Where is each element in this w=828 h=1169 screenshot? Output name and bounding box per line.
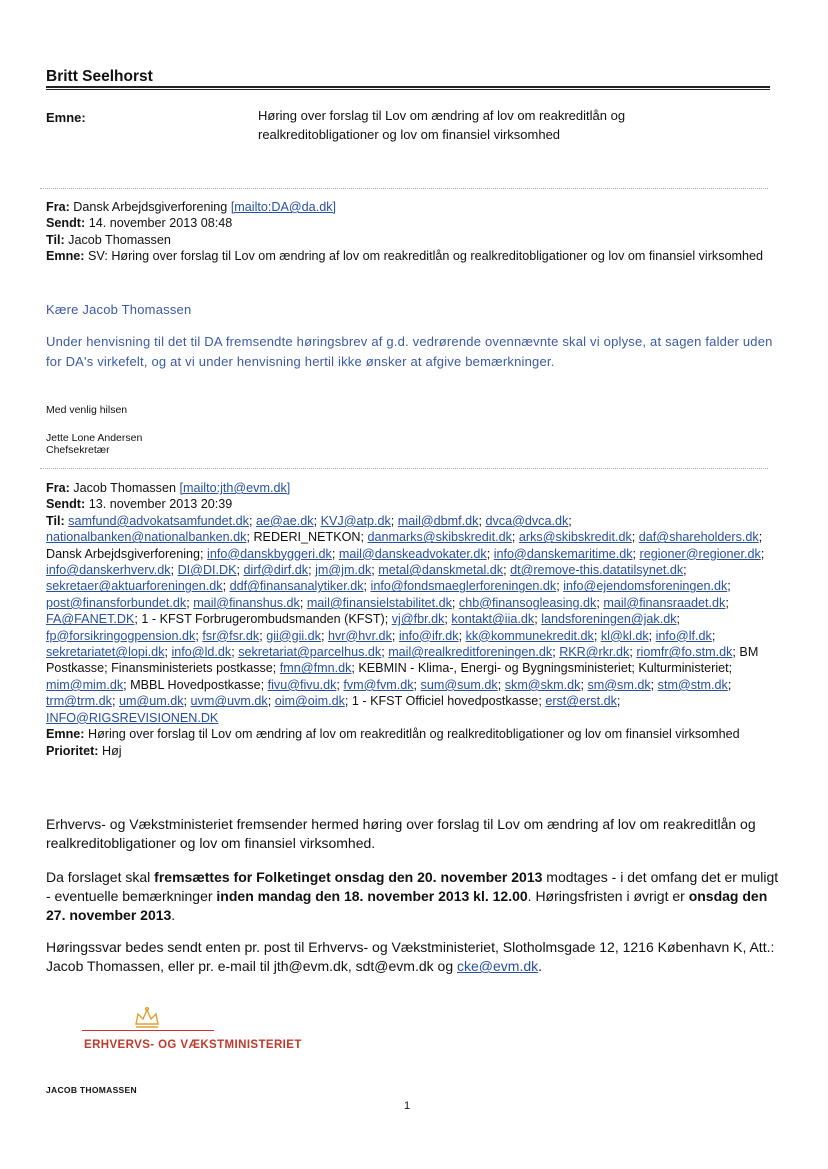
para2-bold-final: onsdag den 27. november 2013 bbox=[46, 888, 768, 923]
ministry-logo-text: ERHVERVS- OG VÆKSTMINISTERIET bbox=[84, 1039, 302, 1051]
recipient-email-link[interactable]: fvm@fvm.dk bbox=[343, 677, 414, 692]
email2-header bbox=[46, 480, 771, 759]
recipient-email-link[interactable]: chb@finansogleasing.dk bbox=[458, 595, 597, 610]
recipient-email-link[interactable]: fivu@fivu.dk bbox=[267, 677, 337, 692]
sent-date: 13. november 2013 20:39 bbox=[88, 497, 233, 512]
para2-bold-date: fremsættes for Folketinget onsdag den 20. november 2013 bbox=[154, 869, 543, 885]
para2-text: Da forslaget skal bbox=[46, 869, 155, 885]
recipient-email-link[interactable]: KVJ@atp.dk bbox=[320, 513, 391, 528]
recipient-email-link[interactable]: riomfr@fo.stm.dk bbox=[636, 645, 733, 660]
recipient-email-link[interactable]: sum@sum.dk bbox=[420, 677, 498, 692]
from-name: Dansk Arbejdsgiverforening bbox=[73, 200, 228, 214]
recipient-email-link[interactable]: fmn@fmn.dk bbox=[279, 661, 352, 676]
recipient-email-link[interactable]: sekretaer@aktuarforeningen.dk bbox=[46, 579, 223, 594]
recipient-email-link[interactable]: danmarks@skibskredit.dk bbox=[367, 530, 512, 545]
recipient-email-link[interactable]: kontakt@iia.dk bbox=[451, 612, 535, 627]
recipient-email-link[interactable]: daf@shareholders.dk bbox=[638, 530, 759, 545]
crown-icon bbox=[132, 1006, 162, 1030]
from-mailto-link[interactable]: [mailto:jth@evm.dk] bbox=[179, 481, 291, 495]
recipient-email-link[interactable]: info@ejendomsforeningen.dk bbox=[563, 579, 728, 594]
recipient-email-link[interactable]: mail@dbmf.dk bbox=[397, 513, 479, 528]
recipient-email-link[interactable]: gii@gii.dk bbox=[266, 628, 321, 643]
recipient-name: BM Postkasse bbox=[46, 645, 759, 676]
recipient-email-link[interactable]: erst@erst.dk bbox=[545, 694, 617, 709]
subject-label: Emne: bbox=[46, 249, 85, 264]
recipient-email-link[interactable]: oim@oim.dk bbox=[274, 694, 345, 709]
recipient-email-link[interactable]: vj@fbr.dk bbox=[391, 612, 445, 627]
cke-email-link[interactable]: cke@evm.dk bbox=[457, 958, 539, 974]
para2-text: modtages - i det omfang det er muligt - eventuelle bemærkninger bbox=[46, 869, 779, 904]
recipient-email-link[interactable]: nationalbanken@nationalbanken.dk bbox=[46, 530, 247, 545]
recipient-email-link[interactable]: jm@jm.dk bbox=[315, 563, 372, 578]
email2-para2 bbox=[46, 868, 786, 925]
to-label: Til: bbox=[46, 232, 65, 247]
email2-para3 bbox=[46, 938, 786, 976]
recipient-email-link[interactable]: dt@remove-this.datatilsynet.dk bbox=[510, 563, 684, 578]
recipient-email-link[interactable]: uvm@uvm.dk bbox=[190, 694, 268, 709]
para2-text: . Høringsfristen i øvrigt er bbox=[527, 888, 689, 904]
email1-greeting: Kære Jacob Thomassen bbox=[46, 302, 192, 317]
to-name: Jacob Thomassen bbox=[68, 232, 171, 247]
recipient-name: 1 - KFST Forbrugerombudsmanden (KFST) bbox=[141, 612, 385, 627]
page-number: 1 bbox=[404, 1100, 411, 1112]
recipient-name: Dansk Arbejdsgiverforening bbox=[46, 546, 201, 561]
recipient-email-link[interactable]: info@danskbyggeri.dk bbox=[207, 546, 332, 561]
para2-bold-deadline: inden mandag den 18. november 2013 kl. 12.00 bbox=[216, 888, 528, 904]
recipient-email-link[interactable]: info@ld.dk bbox=[171, 645, 232, 660]
recipient-email-link[interactable]: ddf@finansanalytiker.dk bbox=[229, 579, 364, 594]
email2-subject-row bbox=[46, 726, 771, 742]
subject-label: Emne: bbox=[46, 110, 86, 125]
recipient-name: REDERI_NETKON bbox=[253, 530, 361, 545]
email1-subject-row bbox=[46, 248, 771, 264]
sent-label: Sendt: bbox=[46, 497, 86, 512]
email1-to-row bbox=[46, 232, 771, 248]
recipient-email-link[interactable]: kk@kommunekredit.dk bbox=[465, 628, 594, 643]
from-mailto-link[interactable]: [mailto:DA@da.dk] bbox=[230, 200, 336, 214]
email-separator bbox=[40, 188, 768, 189]
recipient-email-link[interactable]: regioner@regioner.dk bbox=[639, 546, 761, 561]
email2-subject: Høring over forslag til Lov om ændring af lov om reakreditlån og realkreditobligationer og lov om finansiel virksomhed bbox=[88, 727, 740, 742]
recipient-name: Kulturministeriet bbox=[638, 661, 729, 676]
email-separator bbox=[40, 468, 768, 469]
sender-name: Britt Seelhorst bbox=[46, 68, 153, 85]
recipient-email-link[interactable]: mail@finansraadet.dk bbox=[603, 595, 726, 610]
recipient-email-link[interactable]: mail@realkreditforeningen.dk bbox=[388, 645, 553, 660]
sent-label: Sendt: bbox=[46, 216, 86, 231]
email1-sent-row bbox=[46, 215, 771, 231]
to-label: Til: bbox=[46, 513, 65, 528]
email2-priority-row bbox=[46, 743, 771, 759]
email2-sent-row bbox=[46, 496, 771, 512]
recipient-email-link[interactable]: fp@forsikringogpension.dk bbox=[46, 628, 196, 643]
recipient-email-link[interactable]: DI@DI.DK bbox=[177, 563, 237, 578]
recipient-name: 1 - KFST Officiel hovedpostkasse bbox=[351, 694, 539, 709]
recipient-email-link[interactable]: sekretariatet@lopi.dk bbox=[46, 645, 165, 660]
recipient-email-link[interactable]: samfund@advokatsamfundet.dk bbox=[68, 513, 249, 528]
recipient-email-link[interactable]: skm@skm.dk bbox=[504, 677, 581, 692]
email1-subject: SV: Høring over forslag til Lov om ændring af lov om reakreditlån og realkreditobligationer og lov om finansiel virksomhed bbox=[88, 249, 764, 264]
recipient-email-link[interactable]: mail@finansielstabilitet.dk bbox=[306, 595, 452, 610]
signer-title: Chefsekretær bbox=[46, 444, 110, 456]
recipient-email-link[interactable]: um@um.dk bbox=[118, 694, 184, 709]
signer-name: Jette Lone Andersen bbox=[46, 432, 143, 444]
signature-name: JACOB THOMASSEN bbox=[46, 1085, 137, 1095]
recipient-email-link[interactable]: info@lf.dk bbox=[655, 628, 712, 643]
recipient-email-link[interactable]: info@fondsmaeglerforeningen.dk bbox=[370, 579, 557, 594]
recipient-email-link[interactable]: arks@skibskredit.dk bbox=[518, 530, 632, 545]
recipient-email-link[interactable]: hvr@hvr.dk bbox=[327, 628, 392, 643]
recipient-email-link[interactable]: sekretariat@parcelhus.dk bbox=[238, 645, 382, 660]
recipient-name: Finansministeriets postkasse bbox=[111, 661, 273, 676]
recipient-email-link[interactable]: sm@sm.dk bbox=[587, 677, 651, 692]
recipient-email-link[interactable]: info@danskemaritime.dk bbox=[493, 546, 633, 561]
from-name: Jacob Thomassen bbox=[73, 481, 176, 495]
recipient-email-link[interactable]: kl@kl.dk bbox=[600, 628, 649, 643]
email1-body: Under henvisning til det til DA fremsendte høringsbrev af g.d. vedrørende ovennævnte skal vi oplyse, at sagen falder uden for DA's virkefelt, og at vi under henvisning hertil ikke ønsker at afgive bemærkninger. bbox=[46, 334, 773, 369]
recipient-email-link[interactable]: post@finansforbundet.dk bbox=[46, 595, 187, 610]
para3-text: Høringssvar bedes sendt enten pr. post til Erhvervs- og Vækstministeriet, Slotholmsgade 12, 1216 København K, Att.: Jacob Thomassen, eller pr. e-mail til jth@evm.dk, sdt@evm.dk og bbox=[46, 939, 775, 974]
subject-label: Emne: bbox=[46, 727, 85, 742]
recipient-email-link[interactable]: dvca@dvca.dk bbox=[485, 513, 569, 528]
recipient-email-link[interactable]: ae@ae.dk bbox=[255, 513, 314, 528]
recipient-email-link[interactable]: info@ifr.dk bbox=[398, 628, 459, 643]
recipient-email-link[interactable]: mail@danskeadvokater.dk bbox=[338, 546, 487, 561]
email2-to-row: Til: samfund@advokatsamfundet.dk; ae@ae.dk; KVJ@atp.dk; mail@dbmf.dk; dvca@dvca.dk; nationalbanken@nationalbanken.dk; REDERI_NETKON; danmarks@skibskredit.dk; arks@skibskredit.dk; daf@shareholders.dk; Dansk Arbejdsgiverforening; info@danskbyggeri.dk; mail@danskeadvokater.dk; info@danskemaritime.dk; regioner@regioner.dk; info@danskerhverv.dk; DI@DI.DK; dirf@dirf.dk; jm@jm.dk; metal@danskmetal.dk; dt@remove-this.datatilsynet.dk; sekretaer@aktuarforeningen.dk; ddf@finansanalytiker.dk; info@fondsmaeglerforeningen.dk; info@ejendomsforeningen.dk; post@finansforbundet.dk; mail@finanshus.dk; mail@finansielstabilitet.dk; chb@finansogleasing.dk; mail@finansraadet.dk; FA@FANET.DK; 1 - KFST Forbrugerombudsmanden (KFST); vj@fbr.dk; kontakt@iia.dk; landsforeningen@jak.dk; fp@forsikringogpension.dk; fsr@fsr.dk; gii@gii.dk; hvr@hvr.dk; info@ifr.dk; kk@kommunekredit.dk; kl@kl.dk; info@lf.dk; sekretariatet@lopi.dk; info@ld.dk; sekretariat@parcelhus.dk; mail@realkreditforeningen.dk; RKR@rkr.dk; riomfr@fo.stm.dk; BM Postkasse; Finansministeriets postkasse; fmn@fmn.dk; KEBMIN - Klima-, Energi- og Bygningsministeriet; Kulturministeriet; mim@mim.dk; MBBL Hovedpostkasse; fivu@fivu.dk; fvm@fvm.dk; sum@sum.dk; skm@skm.dk; sm@sm.dk; stm@stm.dk; trm@trm.dk; um@um.dk; uvm@uvm.dk; oim@oim.dk; 1 - KFST Officiel hovedpostkasse; erst@erst.dk; INFO@RIGSREVISIONEN.DK bbox=[46, 513, 765, 725]
closing: Med venlig hilsen bbox=[46, 404, 128, 416]
from-label: Fra: bbox=[46, 200, 70, 214]
recipient-email-link[interactable]: fsr@fsr.dk bbox=[202, 628, 260, 643]
recipient-email-link[interactable]: trm@trm.dk bbox=[46, 694, 112, 709]
recipient-email-link[interactable]: stm@stm.dk bbox=[657, 677, 728, 692]
recipient-email-link[interactable]: info@danskerhverv.dk bbox=[46, 563, 171, 578]
priority-label: Prioritet: bbox=[46, 743, 99, 758]
recipient-email-link[interactable]: dirf@dirf.dk bbox=[243, 563, 309, 578]
recipient-email-link[interactable]: mim@mim.dk bbox=[46, 677, 124, 692]
header-divider bbox=[46, 86, 770, 90]
recipient-name: MBBL Hovedpostkasse bbox=[130, 677, 261, 692]
email2-from-row bbox=[46, 480, 771, 496]
logo-divider bbox=[82, 1030, 214, 1031]
recipient-email-link[interactable]: metal@danskmetal.dk bbox=[378, 563, 504, 578]
priority-value: Høj bbox=[101, 743, 122, 758]
recipient-name: KEBMIN - Klima-, Energi- og Bygningsministeriet bbox=[358, 661, 632, 676]
recipient-email-link[interactable]: FA@FANET.DK bbox=[46, 612, 135, 627]
para2-text: . bbox=[171, 907, 176, 923]
email1-from-row bbox=[46, 199, 771, 215]
email2-para1: Erhvervs- og Vækstministeriet fremsender hermed høring over forslag til Lov om ændring af lov om reakreditlån og realkreditobligationer og lov om finansiel virksomhed. bbox=[46, 816, 756, 851]
recipient-email-link[interactable]: landsforeningen@jak.dk bbox=[541, 612, 677, 627]
sent-date: 14. november 2013 08:48 bbox=[88, 216, 233, 231]
from-label: Fra: bbox=[46, 481, 70, 495]
email1-header bbox=[46, 199, 771, 265]
recipient-email-link[interactable]: RKR@rkr.dk bbox=[559, 645, 630, 660]
recipient-email-link[interactable]: INFO@RIGSREVISIONEN.DK bbox=[46, 710, 219, 725]
recipient-email-link[interactable]: mail@finanshus.dk bbox=[193, 595, 300, 610]
subject-text: Høring over forslag til Lov om ændring af lov om reakreditlån og realkreditobligationer og lov om finansiel virksomhed bbox=[258, 108, 626, 142]
para3-text: . bbox=[538, 958, 543, 974]
